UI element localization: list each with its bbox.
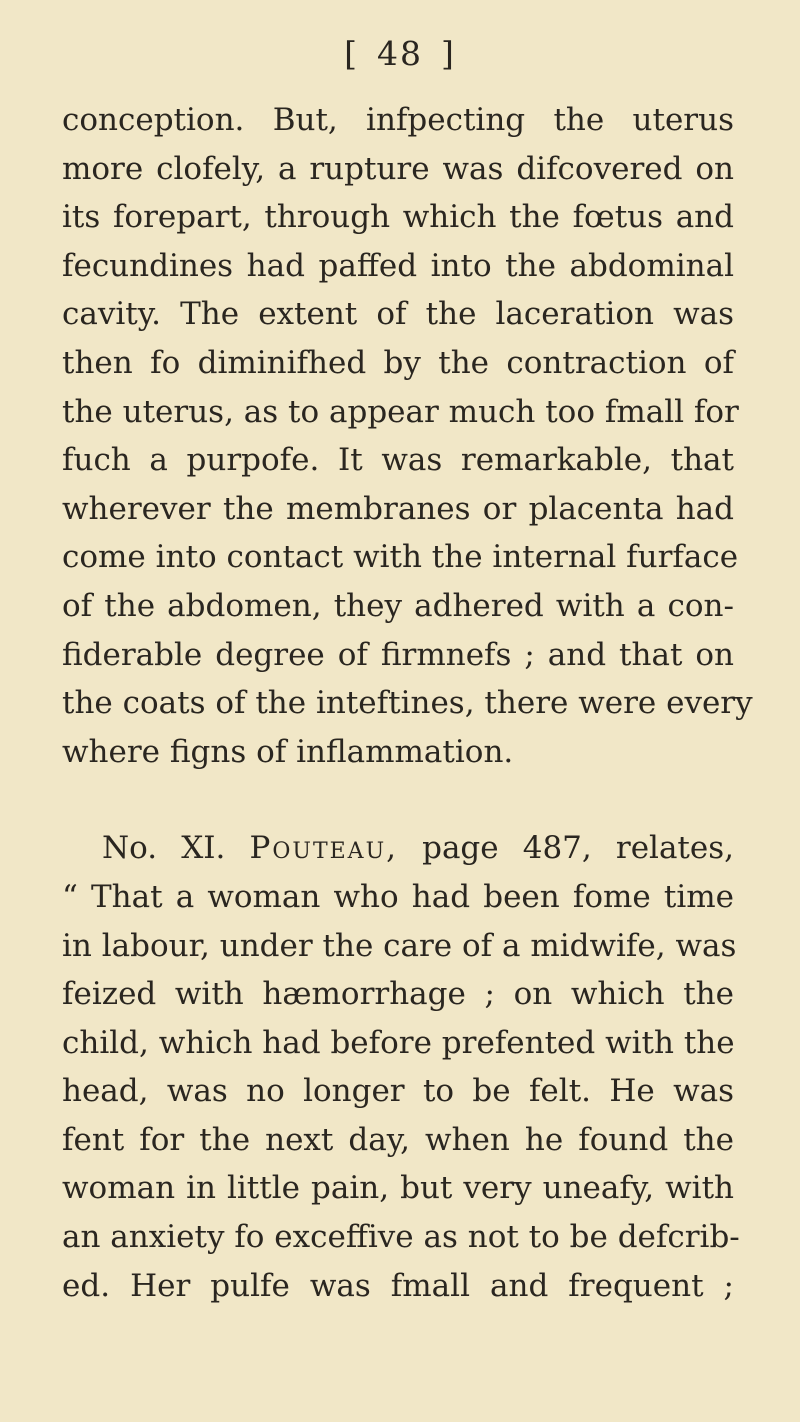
text-line: woman in little pain, but very uneafy, with: [62, 1170, 734, 1207]
citation-text: page 487, relates,: [422, 830, 734, 867]
text-line: ed. Her pulfe was fmall and frequent ;: [62, 1267, 734, 1304]
text-line: fent for the next day, when he found the: [62, 1121, 734, 1158]
text-line: the coats of the inteftines, there were every: [62, 685, 753, 722]
case-number: No. XI.: [102, 830, 226, 867]
text-line: where figns of inflammation.: [62, 733, 514, 770]
header-open-bracket: [: [344, 34, 359, 73]
page-body: [62, 96, 753, 1310]
text-line: head, was no longer to be felt. He was: [62, 1073, 734, 1110]
text-line: “ That a woman who had been fome time: [62, 878, 734, 915]
text-line: wherever the membranes or placenta had: [62, 490, 734, 527]
text-line: come into contact with the internal furface: [62, 539, 739, 576]
paragraph-1: [62, 96, 753, 776]
text-line: more clofely, a rupture was difcovered on: [62, 150, 734, 187]
paragraph-2: [62, 824, 740, 1310]
text-line: in labour, under the care of a midwife, was: [62, 927, 737, 964]
text-line: fuch a purpofe. It was remarkable, that: [62, 442, 734, 479]
author-name: Pouteau,: [249, 830, 398, 867]
text-line: fecundines had paffed into the abdominal: [62, 247, 734, 284]
paragraph-gap: [62, 776, 734, 824]
text-line: fiderable degree of firmnefs ; and that on: [62, 636, 734, 673]
text-line: cavity. The extent of the laceration was: [62, 296, 734, 333]
text-line: an anxiety fo exceffive as not to be defcrib-: [62, 1219, 740, 1256]
text-line: the uterus, as to appear much too fmall for: [62, 393, 739, 430]
page-number: 48: [377, 34, 423, 73]
text-line: its forepart, through which the fœtus and: [62, 199, 734, 236]
page-header: [0, 34, 800, 73]
header-close-bracket: ]: [441, 34, 456, 73]
text-line: conception. But, infpecting the uterus: [62, 102, 734, 138]
text-line: of the abdomen, they adhered with a con-: [62, 587, 734, 624]
text-line: child, which had before prefented with the: [62, 1024, 735, 1061]
text-line: feized with hæmorrhage ; on which the: [62, 976, 734, 1013]
paragraph-2-first-line: [62, 824, 734, 873]
text-line: then fo diminifhed by the contraction of: [62, 344, 734, 381]
